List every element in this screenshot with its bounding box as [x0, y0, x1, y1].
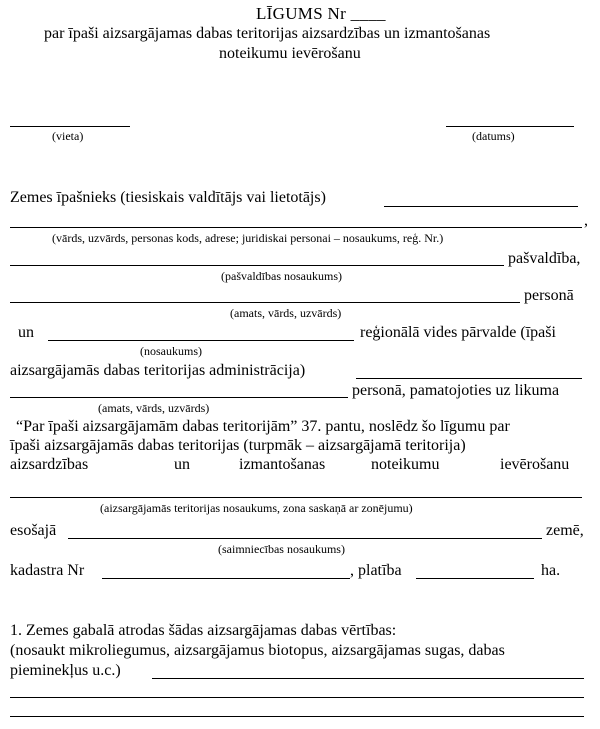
municipality-blank[interactable]: [10, 265, 504, 266]
owner-blank-1[interactable]: [384, 206, 578, 207]
and-label: un: [18, 324, 34, 341]
law-line-3-b: un: [174, 456, 190, 473]
area-blank[interactable]: [416, 578, 534, 579]
owner-blank-2[interactable]: [10, 227, 582, 228]
cadastre-label: kadastra Nr: [10, 562, 85, 579]
values-blank-3[interactable]: [10, 716, 584, 717]
existing-label: esošajā: [10, 522, 57, 539]
date-blank[interactable]: [446, 126, 574, 127]
values-blank-1[interactable]: [152, 678, 584, 679]
owner-caption: (vārds, uzvārds, personas kods, adrese; juridiskai personai – nosaukums, reģ. Nr.): [52, 231, 444, 245]
comma: ,: [584, 212, 588, 229]
admin-label: aizsargājamās dabas teritorijas administrācija): [10, 362, 306, 379]
contract-title: LĪGUMS Nr ____: [256, 4, 386, 23]
regional-blank[interactable]: [48, 340, 354, 341]
place-caption: (vieta): [52, 129, 84, 143]
law-line-2: īpaši aizsargājamās dabas teritorijas (turpmāk – aizsargājamā teritorija): [10, 437, 466, 454]
area-label: , platība: [350, 562, 402, 579]
place-blank[interactable]: [10, 126, 130, 127]
farm-blank[interactable]: [68, 538, 542, 539]
law-line-3-d: noteikumu: [371, 456, 440, 473]
territory-blank[interactable]: [10, 497, 582, 498]
law-line-3-a: aizsardzības: [10, 456, 89, 473]
law-line-1: “Par īpaši aizsargājamām dabas teritorijām” 37. pantu, noslēdz šo līgumu par: [16, 418, 510, 435]
person-caption: (amats, vārds, uzvārds): [230, 306, 342, 320]
farm-caption: (saimniecības nosaukums): [218, 542, 345, 556]
section-1-line-2: (nosaukt mikroliegumus, aizsargājamus biotopus, aizsargājamas sugas, dabas: [10, 642, 505, 659]
subtitle-line-2: noteikumu ievērošanu: [219, 45, 361, 62]
values-blank-2[interactable]: [10, 697, 584, 698]
person-blank[interactable]: [10, 302, 520, 303]
municipality-caption: (pašvaldības nosaukums): [221, 269, 342, 283]
territory-caption: (aizsargājamās teritorijas nosaukums, zona saskaņā ar zonējumu): [100, 501, 413, 515]
person-based-label: personā, pamatojoties uz likuma: [352, 382, 560, 399]
law-line-3-c: izmantošanas: [239, 456, 326, 473]
subtitle-line-1: par īpaši aizsargājamas dabas teritorijas aizsardzības un izmantošanas: [44, 25, 491, 42]
law-line-3-e: ievērošanu: [500, 456, 570, 473]
ha-label: ha.: [541, 562, 561, 579]
owner-label: Zemes īpašnieks (tiesiskais valdītājs vai lietotājs): [10, 189, 326, 206]
person-caption-2: (amats, vārds, uzvārds): [98, 401, 210, 415]
date-caption: (datums): [472, 129, 515, 143]
land-label: zemē,: [546, 522, 584, 539]
admin-blank-1[interactable]: [356, 378, 582, 379]
municipality-label: pašvaldība,: [508, 250, 581, 267]
section-1-line-3: pieminekļus u.c.): [10, 662, 121, 679]
person-label: personā: [524, 287, 574, 304]
regional-label: reģionālā vides pārvalde (īpaši: [360, 324, 556, 341]
section-1-title: 1. Zemes gabalā atrodas šādas aizsargājamas dabas vērtības:: [10, 622, 397, 639]
name-caption: (nosaukums): [140, 344, 202, 358]
cadastre-blank[interactable]: [102, 578, 350, 579]
admin-blank-2[interactable]: [10, 397, 348, 398]
